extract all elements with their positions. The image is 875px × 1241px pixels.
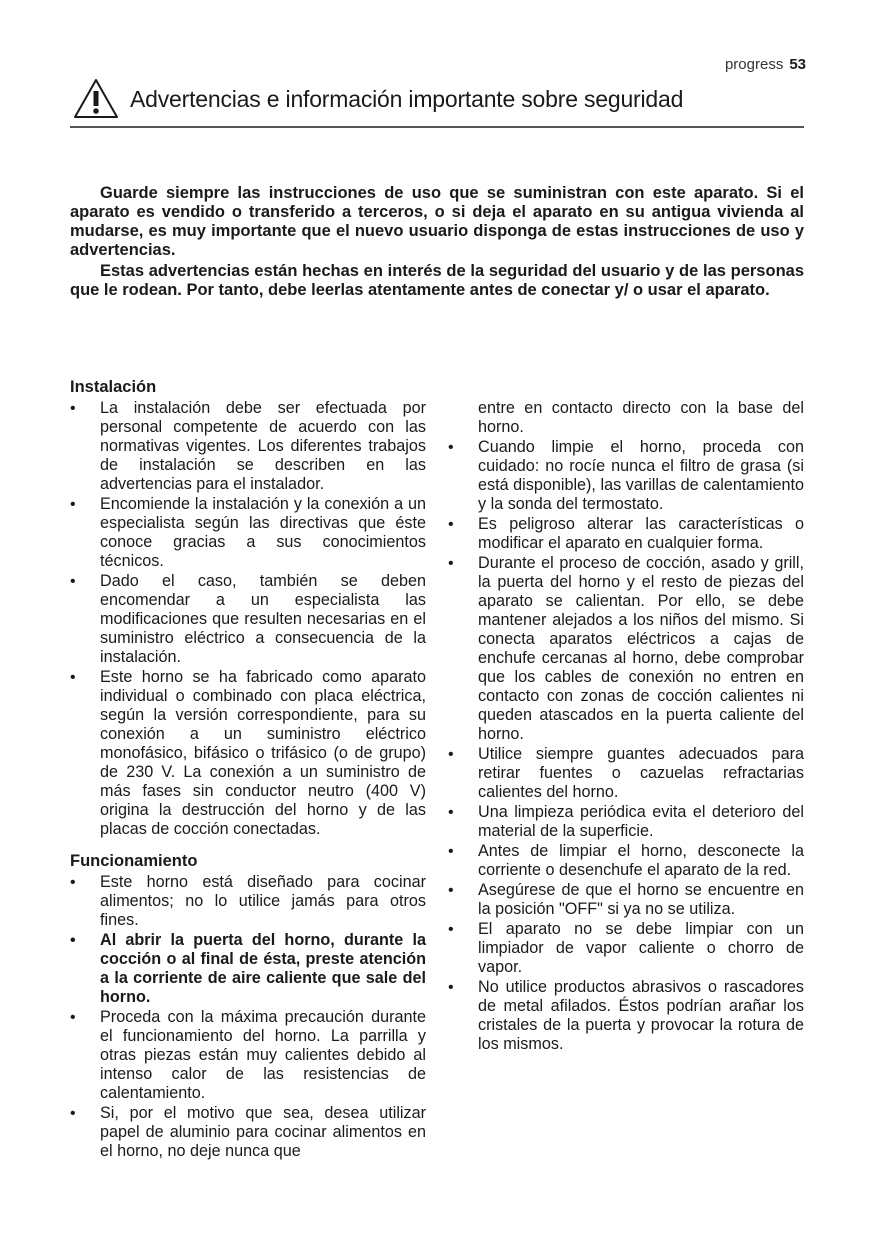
- page-title: Advertencias e información importante sobre seguridad: [130, 86, 684, 112]
- intro-paragraph: Estas advertencias están hechas en interés de la seguridad del usuario y de las personas que le rodean. Por tanto, debe leerlas atentamente antes de conectar y/ o usar el aparato.: [70, 262, 804, 299]
- list-item: • La instalación debe ser efectuada por personal competente de acuerdo con las normativas vigentes. Los diferentes trabajos de instalación se describen en las advertencias para el instalador.: [70, 399, 426, 494]
- list-item-continuation: entre en contacto directo con la base del horno.: [478, 399, 804, 436]
- page-number: 53: [789, 56, 806, 73]
- list-item: • Utilice siempre guantes adecuados para retirar fuentes o cazuelas refractarias calientes del horno.: [448, 745, 804, 802]
- warning-triangle-icon: [73, 78, 119, 120]
- list-item-warning: • Al abrir la puerta del horno, durante la cocción o al final de ésta, preste atención a la corriente de aire caliente que sale del horno.: [70, 931, 426, 1007]
- section-title-bar: [70, 76, 804, 128]
- list-item: • Dado el caso, también se deben encomendar a un especialista las modificaciones que resulten necesarias en el suministro eléctrico a consecuencia de la instalación.: [70, 572, 426, 667]
- list-item: • Este horno está diseñado para cocinar alimentos; no lo utilice jamás para otros fines.: [70, 873, 426, 930]
- funcionamiento-list: [70, 873, 426, 1161]
- list-item: • Encomiende la instalación y la conexión a un especialista según las directivas que éste conoce gracias a sus conocimientos técnicos.: [70, 495, 426, 571]
- left-column: [70, 377, 426, 1173]
- list-item: • Este horno se ha fabricado como aparato individual o combinado con placa eléctrica, según la versión correspondiente, para su conexión a un suministro eléctrico monofásico, bifásico o trifásico (o de grupo) de 230 V. La conexión a un suministro de más fases sin conductor neutro (400 V) origina la destrucción del horno y de las placas de cocción conectadas.: [70, 668, 426, 839]
- right-list: [448, 399, 804, 1054]
- list-item: • Antes de limpiar el horno, desconecte la corriente o desenchufe el aparato de la red.: [448, 842, 804, 880]
- list-item: • Es peligroso alterar las características o modificar el aparato en cualquier forma.: [448, 515, 804, 553]
- list-item: • No utilice productos abrasivos o rascadores de metal afilados. Éstos podrían arañar los cristales de la puerta y provocar la rotura de los mismos.: [448, 978, 804, 1054]
- list-item: • Proceda con la máxima precaución durante el funcionamiento del horno. La parrilla y otras piezas están muy calientes debido al intenso calor de las resistencias de calentamiento.: [70, 1008, 426, 1103]
- list-item: • Durante el proceso de cocción, asado y grill, la puerta del horno y el resto de piezas del aparato se calientan. Por ello, se debe mantener alejados a los niños del mismo. Si conecta aparatos eléctricos a cajas de enchufe cercanas al horno, debe comprobar que los cables de conexión no entren en contacto con zonas de cocción calientes ni queden atascados en la puerta caliente del horno.: [448, 554, 804, 744]
- list-item: • El aparato no se debe limpiar con un limpiador de vapor caliente o chorro de vapor.: [448, 920, 804, 977]
- list-item: • Una limpieza periódica evita el deterioro del material de la superficie.: [448, 803, 804, 841]
- right-column: [448, 399, 804, 1066]
- intro-notice: [70, 184, 804, 302]
- instalacion-list: [70, 399, 426, 839]
- intro-paragraph: Guarde siempre las instrucciones de uso que se suministran con este aparato. Si el aparato es vendido o transferido a terceros, o si deja el aparato en su antigua vivienda al mudarse, es muy importante que el nuevo usuario disponga de estas instrucciones de uso y advertencias.: [70, 184, 804, 259]
- brand-name: progress: [724, 56, 784, 73]
- section-heading-funcionamiento: Funcionamiento: [70, 852, 198, 870]
- page-header: [725, 56, 806, 73]
- list-item: • Cuando limpie el horno, proceda con cuidado: no rocíe nunca el filtro de grasa (si está disponible), las varillas de calentamiento y la sonda del termostato.: [448, 438, 804, 514]
- list-item: • Asegúrese de que el horno se encuentre en la posición "OFF" si ya no se utiliza.: [448, 881, 804, 919]
- section-heading-instalacion: Instalación: [70, 378, 157, 396]
- list-item: • Si, por el motivo que sea, desea utilizar papel de aluminio para cocinar alimentos en el horno, no deje nunca que: [70, 1104, 426, 1161]
